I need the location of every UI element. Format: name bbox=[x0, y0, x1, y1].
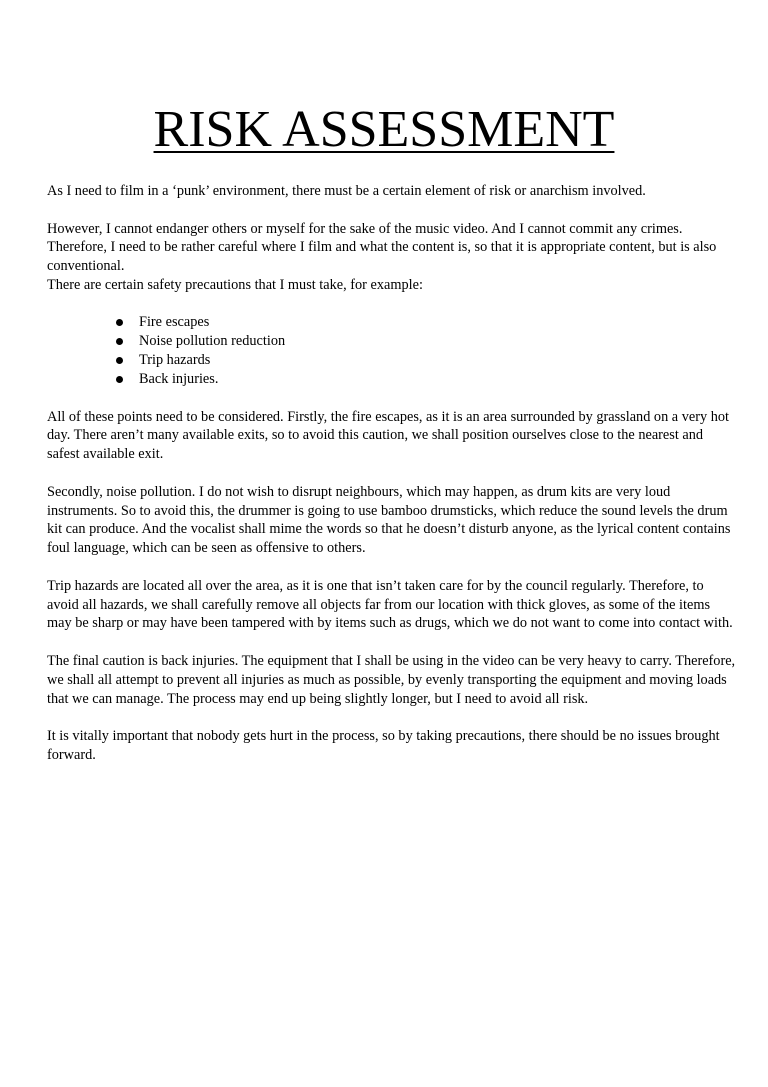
list-item bbox=[47, 332, 737, 351]
paragraph-fire-escapes: All of these points need to be considered. Firstly, the fire escapes, as it is an area surrounded by grassland on a very hot day. There aren’t many available exits, so to avoid this caution, we shall position ourselves close to the nearest and safest available exit. bbox=[47, 408, 729, 463]
paragraph-noise-pollution: Secondly, noise pollution. I do not wish to disrupt neighbours, which may happen, as drum kits are very loud instruments. So to avoid this, the drummer is going to use bamboo drumsticks, which reduce the sound levels the drum kit can produce. And the vocalist shall mime the words so that he doesn’t disturb anyone, as the lyrical content contains foul language, which can be seen as offensive to others. bbox=[47, 483, 731, 557]
list-item-label: Trip hazards bbox=[139, 351, 211, 368]
paragraph-precautions-lead: There are certain safety precautions that I must take, for example: bbox=[47, 276, 423, 293]
document-body bbox=[47, 182, 737, 784]
paragraph-constraints: However, I cannot endanger others or myself for the sake of the music video. And I cannot commit any crimes. Therefore, I need to be rather careful where I film and what the content is, so that it is appropriate content, but is also conventional. bbox=[47, 220, 717, 275]
paragraph-intro: As I need to film in a ‘punk’ environment, there must be a certain element of risk or anarchism involved. bbox=[47, 183, 646, 199]
list-item-label: Back injuries. bbox=[139, 370, 219, 387]
bullet-icon bbox=[116, 338, 123, 345]
paragraph-back-injuries: The final caution is back injuries. The equipment that I shall be using in the video can be very heavy to carry. Therefore, we shall all attempt to prevent all injuries as much as possible, by evenly transporting the equipment and moving loads that we can manage. The process may end up being slightly longer, but I need to avoid all risk. bbox=[47, 652, 736, 707]
list-item bbox=[47, 313, 737, 332]
paragraph-trip-hazards: Trip hazards are located all over the area, as it is one that isn’t taken care for by the council regularly. Therefore, to avoid all hazards, we shall carefully remove all objects far from our location with thick gloves, as some of the items may be sharp or may have been tampered with by items such as drugs, which we do not want to come into contact with. bbox=[47, 577, 733, 632]
paragraph-conclusion: It is vitally important that nobody gets hurt in the process, so by taking precautions, there should be no issues brought forward. bbox=[47, 728, 720, 763]
precautions-list bbox=[47, 313, 737, 389]
page-title: RISK ASSESSMENT bbox=[153, 101, 615, 158]
list-item-label: Fire escapes bbox=[139, 313, 210, 330]
bullet-icon bbox=[116, 357, 123, 364]
list-item-label: Noise pollution reduction bbox=[139, 332, 286, 349]
list-item bbox=[47, 351, 737, 370]
bullet-icon bbox=[116, 319, 123, 326]
list-item bbox=[47, 370, 737, 389]
bullet-icon bbox=[116, 376, 123, 383]
